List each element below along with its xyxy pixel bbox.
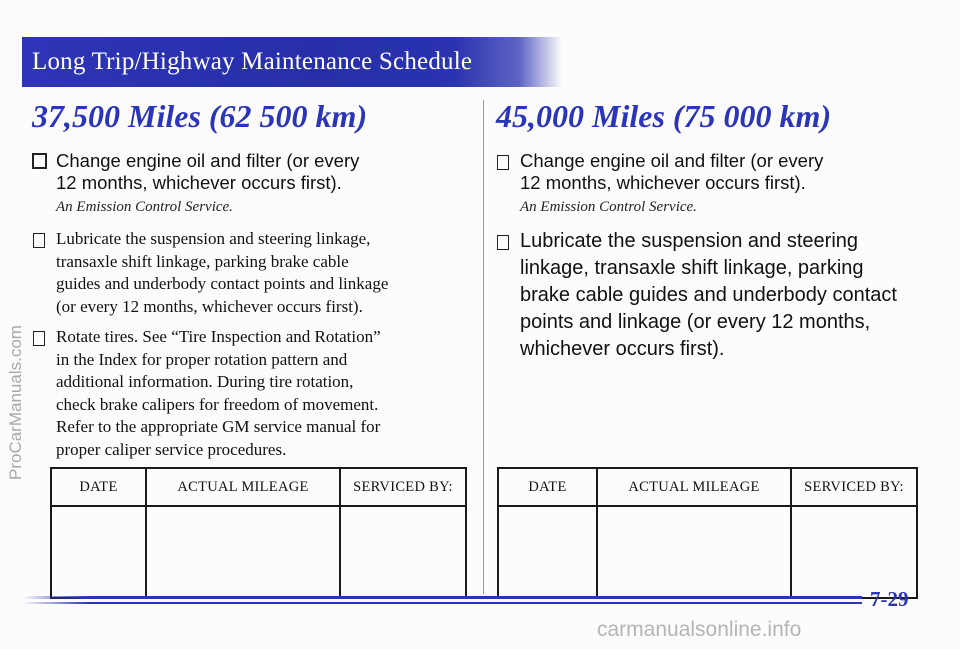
table-row [51, 506, 466, 598]
item-line: additional information. During tire rotation, [56, 372, 354, 391]
item-line: Change engine oil and filter (or every [520, 150, 824, 171]
footer-rule-thick [22, 596, 862, 599]
date-header: DATE [498, 468, 597, 506]
column-divider [483, 100, 484, 594]
serviced-by-header: SERVICED BY: [340, 468, 466, 506]
serviced-by-cell[interactable] [791, 506, 917, 598]
left-emission-note: An Emission Control Service. [56, 199, 233, 215]
checkbox-icon[interactable] [497, 155, 509, 170]
item-line: 12 months, whichever occurs first). [56, 172, 342, 193]
item-line: Lubricate the suspension and steering linkage, [56, 229, 371, 248]
item-line: Change engine oil and filter (or every [56, 150, 360, 171]
item-line: brake cable guides and underbody contact [520, 284, 897, 306]
left-item-rotate-tires [32, 326, 472, 461]
left-item-oil-change [32, 150, 472, 194]
right-item-lubricate [496, 228, 936, 363]
table-header-row [51, 468, 466, 506]
right-emission-note: An Emission Control Service. [520, 199, 697, 215]
side-watermark-text: ProCarManuals.com [6, 325, 25, 480]
serviced-by-header: SERVICED BY: [791, 468, 917, 506]
serviced-by-cell[interactable] [340, 506, 466, 598]
item-line: 12 months, whichever occurs first). [520, 172, 806, 193]
mileage-cell[interactable] [597, 506, 791, 598]
item-line: linkage, transaxle shift linkage, parking [520, 257, 864, 279]
date-cell[interactable] [498, 506, 597, 598]
left-item-lubricate [32, 228, 472, 318]
footer-rule [22, 596, 862, 605]
section-banner [22, 37, 562, 87]
table-header-row [498, 468, 917, 506]
item-line: points and linkage (or every 12 months, [520, 311, 871, 333]
checkbox-icon[interactable] [33, 233, 45, 248]
item-line: in the Index for proper rotation pattern and [56, 349, 348, 369]
right-service-log-table [497, 467, 918, 599]
section-title: Long Trip/Highway Maintenance Schedule [32, 48, 473, 75]
item-line: Rotate tires. See “Tire Inspection and Rotation” [56, 327, 381, 346]
item-line: transaxle shift linkage, parking brake cable [56, 251, 349, 271]
bottom-watermark: carmanualsonline.info [597, 618, 802, 641]
item-line: Refer to the appropriate GM service manual for [56, 417, 381, 436]
checkbox-icon[interactable] [32, 153, 47, 169]
page-number: 7-29 [870, 587, 909, 611]
item-line: check brake calipers for freedom of movement. [56, 394, 379, 414]
right-mileage-heading: 45,000 Miles (75 000 km) [496, 98, 832, 134]
item-line: proper caliper service procedures. [56, 439, 287, 459]
left-service-log-table [50, 467, 467, 599]
actual-mileage-header: ACTUAL MILEAGE [146, 468, 340, 506]
footer-rule-thin [22, 602, 862, 604]
left-column [32, 96, 472, 465]
item-line: whichever occurs first). [520, 338, 725, 360]
item-line: guides and underbody contact points and linkage [56, 274, 389, 293]
item-line: (or every 12 months, whichever occurs first). [56, 296, 363, 316]
table-row [498, 506, 917, 598]
checkbox-icon[interactable] [33, 331, 45, 346]
date-cell[interactable] [51, 506, 146, 598]
actual-mileage-header: ACTUAL MILEAGE [597, 468, 791, 506]
mileage-cell[interactable] [146, 506, 340, 598]
right-item-oil-change [496, 150, 936, 194]
left-mileage-heading: 37,500 Miles (62 500 km) [32, 98, 368, 134]
checkbox-icon[interactable] [497, 235, 509, 250]
date-header: DATE [51, 468, 146, 506]
right-column [496, 96, 936, 367]
item-line: Lubricate the suspension and steering [520, 230, 859, 252]
